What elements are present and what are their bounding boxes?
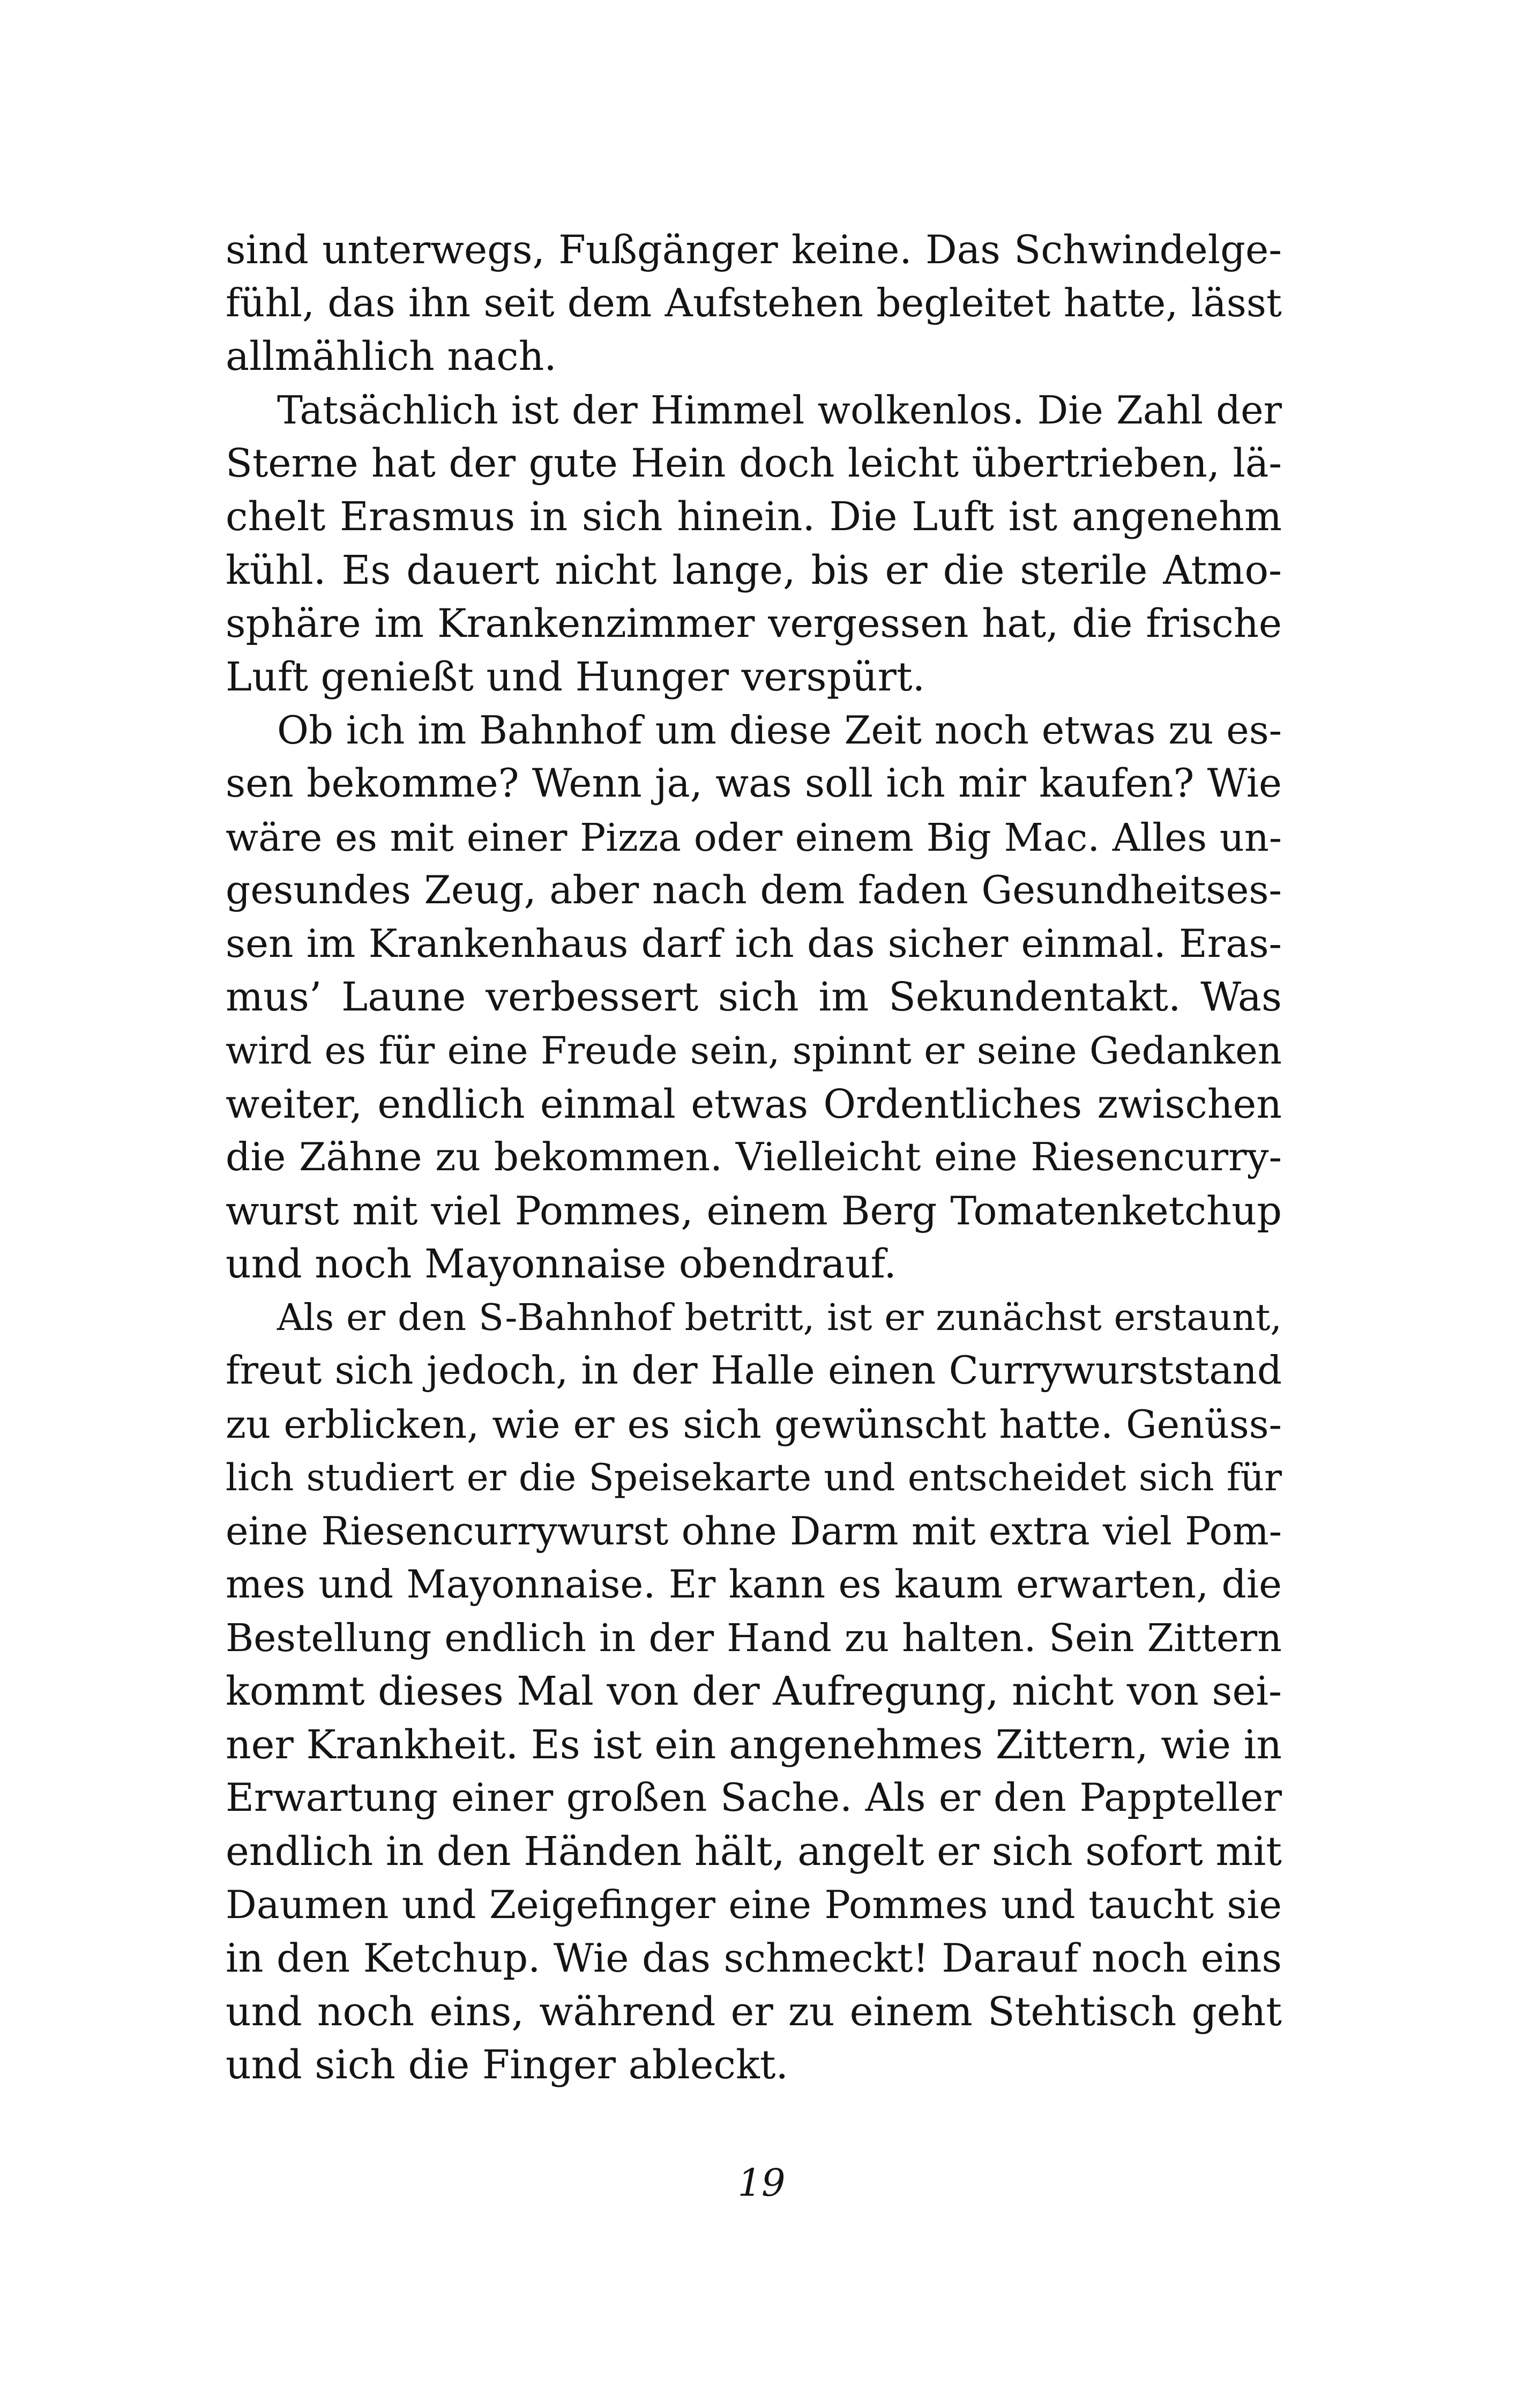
text-line: sphäre im Krankenzimmer vergessen hat, die frische xyxy=(226,601,1282,647)
text-line: freut sich jedoch, in der Halle einen Currywurststand xyxy=(226,1348,1282,1394)
text-line: gesundes Zeug, aber nach dem faden Gesundheitses- xyxy=(226,868,1282,913)
text-line: in den Ketchup. Wie das schmeckt! Darauf noch eins xyxy=(226,1936,1282,1981)
text-line: Luft genießt und Hunger verspürt. xyxy=(226,653,925,700)
text-line: wird es für eine Freude sein, spinnt er seine Gedanken xyxy=(226,1028,1282,1073)
paragraph xyxy=(226,384,1282,704)
text-line: Als er den S-Bahnhof betritt, ist er zunächst erstaunt, xyxy=(277,1296,1282,1339)
text-line: mus’ Laune verbessert sich im Sekundentakt. Was xyxy=(226,974,1282,1021)
text-line: chelt Erasmus in sich hinein. Die Luft ist angenehm xyxy=(226,493,1282,540)
text-line: und sich die Finger ableckt. xyxy=(226,2042,789,2089)
text-line: ner Krankheit. Es ist ein angenehmes Zittern, wie in xyxy=(226,1721,1282,1768)
text-line: Erwartung einer großen Sache. Als er den Pappteller xyxy=(226,1775,1282,1821)
text-line: zu erblicken, wie er es sich gewünscht hatte. Genüss- xyxy=(226,1402,1282,1447)
text-line: mes und Mayonnaise. Er kann es kaum erwarten, die xyxy=(226,1562,1282,1607)
text-line: kommt dieses Mal von der Aufregung, nicht von sei- xyxy=(226,1668,1282,1715)
text-line: sen bekomme? Wenn ja, was soll ich mir kaufen? Wie xyxy=(226,761,1282,806)
text-line: lich studiert er die Speisekarte und entscheidet sich für xyxy=(226,1456,1282,1499)
text-line: allmählich nach. xyxy=(226,333,557,380)
text-line: Bestellung endlich in der Hand zu halten. Sein Zittern xyxy=(226,1616,1282,1661)
text-line: Tatsächlich ist der Himmel wolkenlos. Die Zahl der xyxy=(277,387,1282,433)
text-line: wurst mit viel Pommes, einem Berg Tomatenketchup xyxy=(226,1188,1282,1234)
text-line: und noch Mayonnaise obendrauf. xyxy=(226,1241,897,1288)
paragraph xyxy=(226,1291,1282,2092)
text-line: endlich in den Händen hält, angelt er sich sofort mit xyxy=(226,1828,1282,1875)
text-line: weiter, endlich einmal etwas Ordentliches zwischen xyxy=(226,1081,1282,1127)
text-line: sen im Krankenhaus darf ich das sicher einmal. Eras- xyxy=(226,921,1282,967)
text-line: und noch eins, während er zu einem Stehtisch geht xyxy=(226,1988,1282,2035)
text-line: Ob ich im Bahnhof um diese Zeit noch etwas zu es- xyxy=(277,708,1282,753)
body-text xyxy=(226,224,1282,2092)
text-line: Daumen und Zeigefinger eine Pommes und taucht sie xyxy=(226,1882,1282,1928)
text-line: die Zähne zu bekommen. Vielleicht eine Riesencurry- xyxy=(226,1135,1282,1180)
text-line: Sterne hat der gute Hein doch leicht übertrieben, lä- xyxy=(226,441,1282,487)
paragraph xyxy=(226,704,1282,1291)
text-line: fühl, das ihn seit dem Aufstehen begleitet hatte, lässt xyxy=(226,280,1282,326)
text-line: wäre es mit einer Pizza oder einem Big Mac. Alles un- xyxy=(226,815,1282,860)
text-line: kühl. Es dauert nicht lange, bis er die sterile Atmo- xyxy=(226,547,1282,593)
text-line: eine Riesencurrywurst ohne Darm mit extra viel Pom- xyxy=(226,1508,1282,1554)
paragraph xyxy=(226,224,1282,384)
page-number: 19 xyxy=(737,2161,786,2205)
text-line: sind unterwegs, Fußgänger keine. Das Schwindelge- xyxy=(226,227,1282,273)
